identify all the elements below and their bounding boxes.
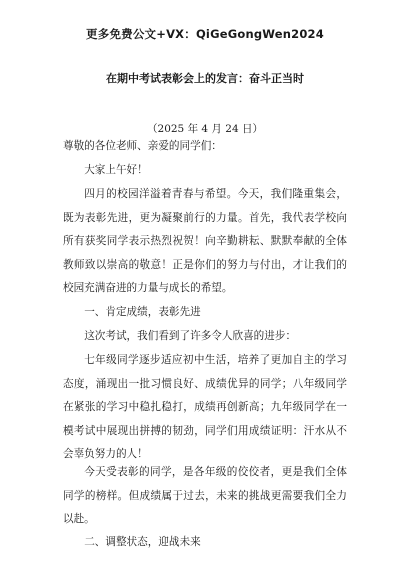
- paragraph-honorees: 今天受表彰的同学，是各年级的佼佼者，更是我们全体同学的榜样。但成绩属于过去，未来的挑战更需要我们全力以赴。: [63, 466, 347, 526]
- salutation: 尊敬的各位老师、亲爱的同学们：: [63, 140, 222, 152]
- section-heading-2: 二、调整状态，迎战未来: [84, 536, 201, 548]
- greeting: 大家上午好！: [84, 164, 148, 176]
- section-heading-1: 一、肯定成绩，表彰先进: [84, 306, 201, 318]
- paragraph-opening: 四月的校园洋溢着青春与希望。今天，我们隆重集会，既为表彰先进，更为凝聚前行的力量。首先，我代表学校向所有获奖同学表示热烈祝贺！向辛勤耕耘、默默奉献的全体教师致以崇高的敬意！正是你们的努力与付出，才让我们的校园充满奋进的力量与成长的希望。: [63, 188, 347, 295]
- paragraph-progress-intro: 这次考试，我们看到了许多令人欣喜的进步：: [84, 330, 297, 342]
- paragraph-grade-achievements: 七年级同学逐步适应初中生活，培养了更加自主的学习态度，涌现出一批习惯良好、成绩优异的同学；八年级同学在紧张的学习中稳扎稳打，成绩再创新高；九年级同学在一模考试中展现出拼搏的韧劲，同学们用成绩证明：汗水从不会辜负努力的人！: [63, 354, 347, 461]
- document-date: （2025 年 4 月 24 日）: [147, 123, 263, 135]
- promo-banner: 更多免费公文+VX：QiGeGongWen2024: [86, 27, 324, 41]
- document-title: 在期中考试表彰会上的发言：奋斗正当时: [106, 72, 304, 85]
